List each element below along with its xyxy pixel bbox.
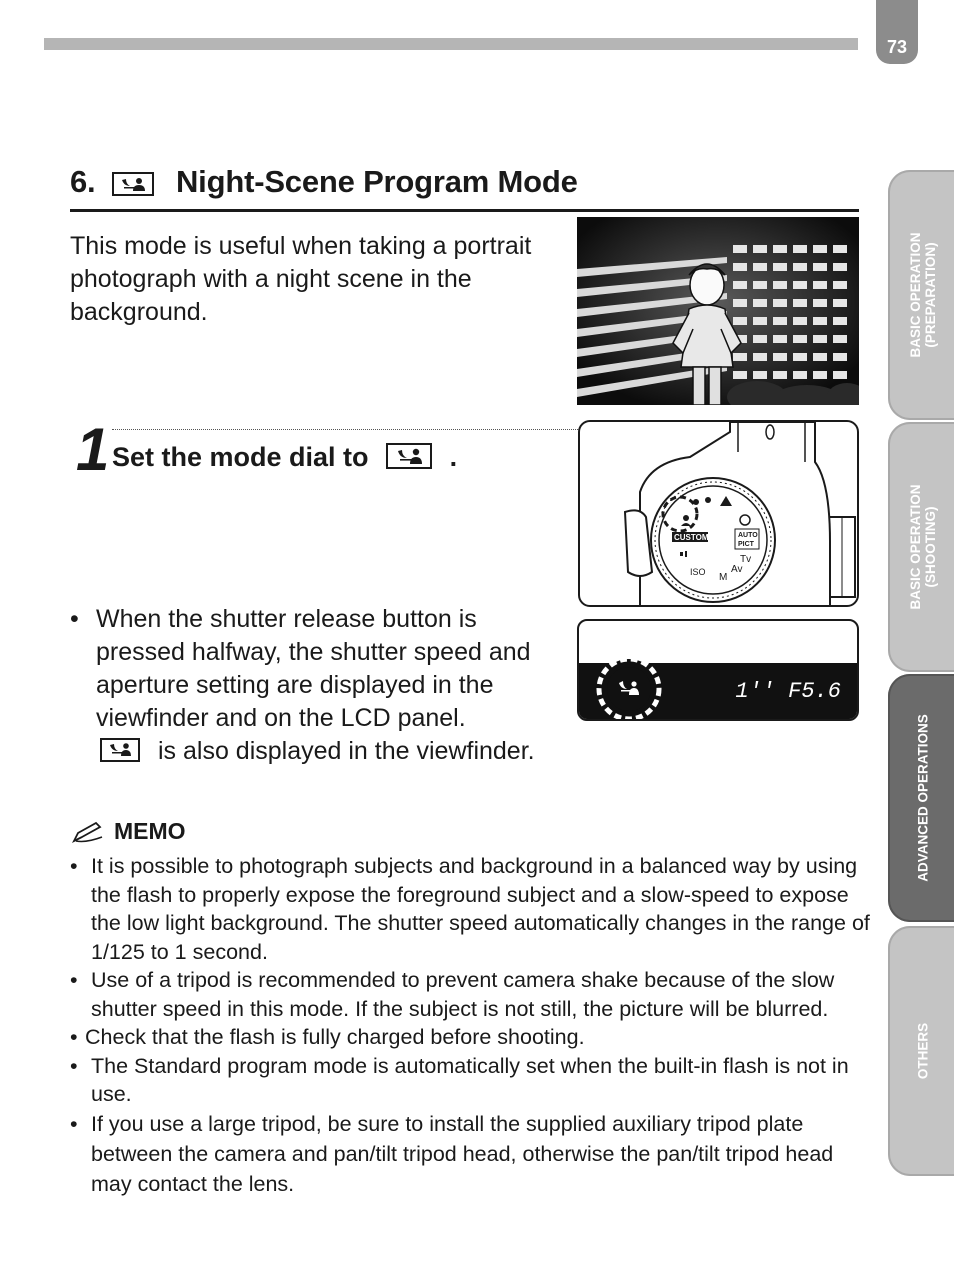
page-number: 73 bbox=[876, 0, 918, 64]
night-scene-icon bbox=[100, 738, 140, 762]
side-tab-label: BASIC OPERATION bbox=[908, 484, 923, 610]
section-title: Night-Scene Program Mode bbox=[176, 164, 578, 199]
night-scene-photo bbox=[577, 217, 859, 405]
side-tab-basic-shooting[interactable] bbox=[888, 422, 954, 672]
bullet-text: When the shutter release button is pressed halfway, the shutter speed and aperture setting are displayed in the viewfinder and on the LCD panel. bbox=[96, 605, 531, 732]
camera-mode-dial-illustration bbox=[578, 420, 859, 607]
dial-label-auto: AUTO bbox=[738, 532, 758, 539]
list-item: • It is possible to photograph subjects and background in a balanced way by using the flash to properly expose the foreground subject and a slow-speed to expose the low light background. The shutter speed automatically changes in the range of 1/125 to 1 second. bbox=[70, 854, 870, 964]
step-instruction bbox=[112, 442, 457, 473]
header-rule bbox=[44, 38, 858, 50]
memo-title: MEMO bbox=[114, 818, 186, 844]
list-item: • The Standard program mode is automatically set when the built-in flash is not in use. bbox=[70, 1053, 849, 1106]
side-tab-label: BASIC OPERATION bbox=[908, 232, 923, 358]
dial-label-av: Av bbox=[731, 564, 743, 575]
side-tab-label: OTHERS bbox=[915, 1022, 931, 1080]
side-tab-basic-preparation[interactable] bbox=[888, 170, 954, 420]
step-number: 1 bbox=[76, 416, 110, 483]
dial-label-custom: CUSTOM bbox=[674, 533, 709, 542]
side-tab-label: ADVANCED OPERATIONS bbox=[915, 714, 931, 882]
night-scene-icon bbox=[112, 172, 154, 196]
step-text: Set the mode dial to bbox=[112, 442, 369, 472]
memo-heading bbox=[72, 818, 186, 845]
dial-label-iso: ISO bbox=[690, 567, 706, 577]
list-item: • If you use a large tripod, be sure to install the supplied auxiliary tripod plate between the camera and pan/tilt tripod head, otherwise the pan/tilt tripod head may contact the lens. bbox=[70, 1111, 834, 1196]
dial-label-m: M bbox=[719, 572, 728, 583]
lcd-readout: 1'' F5.6 bbox=[735, 679, 841, 704]
step-text-end: . bbox=[449, 442, 458, 472]
dial-label-tv: Tv bbox=[740, 554, 752, 565]
heading-underline bbox=[70, 209, 859, 212]
pencil-memo-icon bbox=[72, 821, 106, 843]
step-divider bbox=[112, 429, 578, 430]
side-tab-advanced-operations[interactable] bbox=[888, 674, 954, 922]
side-tab-sublabel: (SHOOTING) bbox=[923, 506, 938, 588]
dial-label-pict: PICT bbox=[738, 541, 754, 548]
list-item: • Check that the flash is fully charged before shooting. bbox=[70, 1025, 585, 1049]
lcd-panel-illustration bbox=[577, 619, 859, 721]
memo-list bbox=[70, 852, 870, 1199]
side-tab-others[interactable] bbox=[888, 926, 954, 1176]
night-scene-icon bbox=[386, 443, 432, 469]
bullet-text-cont: is also displayed in the viewfinder. bbox=[158, 737, 535, 765]
list-item: • Use of a tripod is recommended to prevent camera shake because of the slow shutter speed in this mode. If the subject is not still, the picture will be blurred. bbox=[70, 968, 835, 1021]
section-number: 6. bbox=[70, 164, 96, 199]
side-tab-sublabel: (PREPARATION) bbox=[923, 242, 938, 348]
intro-text: This mode is useful when taking a portrait photograph with a night scene in the background. bbox=[70, 232, 532, 326]
